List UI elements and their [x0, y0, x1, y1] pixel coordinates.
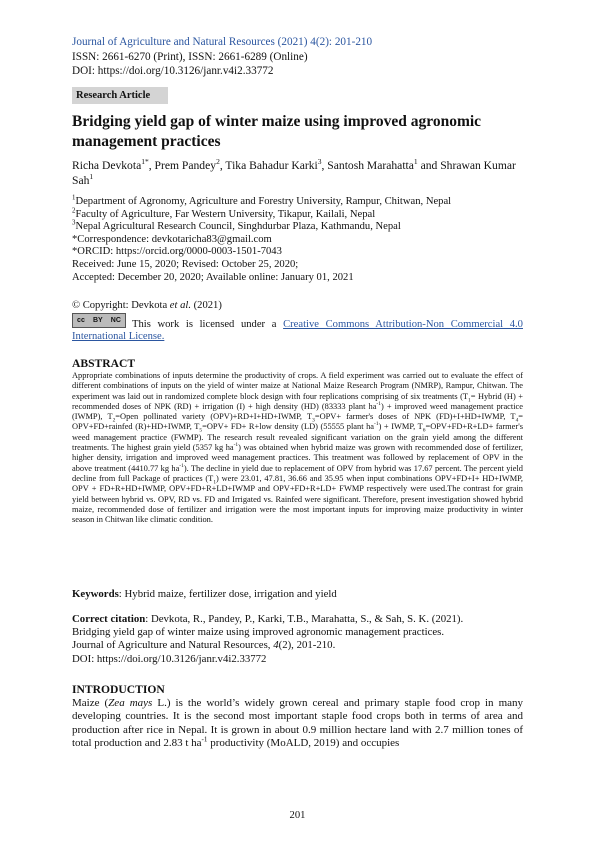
received-date: Received: June 15, 2020; Revised: October 25, 2020;: [72, 258, 299, 270]
author-name: and Shrawan Kumar Sah: [72, 159, 516, 187]
author-affil-mark: 3: [317, 157, 322, 167]
article-title: Bridging yield gap of winter maize using improved agronomic management practices: [72, 113, 482, 150]
copyright-line: © Copyright: Devkota et al. (2021): [72, 300, 222, 311]
author-name: , Tika Bahadur Karki: [219, 159, 318, 172]
correct-citation: Correct citation: Devkota, R., Pandey, P., Karki, T.B., Marahatta, S., & Sah, S. K. (2021). Bridging yield gap of winter maize using improved agronomic management practices. Journal of Agriculture and Natural Resources, 4(2), 201-210. DOI: https://doi.org/10.3126/janr.v4i2.33772: [72, 613, 523, 666]
keywords: Keywords: Hybrid maize, fertilizer dose, irrigation and yield: [72, 588, 337, 600]
citation-doi: DOI: https://doi.org/10.3126/janr.v4i2.33772: [72, 652, 267, 665]
license-text: This work is licensed under a Creative Commons Attribution-Non Commercial 4.0 International License.: [72, 319, 523, 342]
author-name: , Prem Pandey: [148, 159, 217, 172]
cc-icon: cc: [77, 317, 85, 324]
correspondence: *Correspondence: devkotaricha83@gmail.com: [72, 233, 272, 245]
author-affil-mark: 2: [216, 157, 220, 167]
introduction-heading: INTRODUCTION: [72, 683, 165, 696]
introduction-body: Maize (Zea mays L.) is the world’s widely grown cereal and primary staple food crop in many developing countries. It is the second most important staple food crops both in terms of area and production after rice in Nepal. It is grown in about 0.9 million hectare land with 2.7 million tones of total production and 2.83 t $ha^{-1}$ productivity (MoALD, 2019) and occupies: [72, 697, 524, 750]
author-affil-mark: 1: [413, 157, 418, 167]
author-name: , Santosh Marahatta: [321, 159, 414, 172]
orcid: *ORCID: https://orcid.org/0000-0003-1501-7043: [72, 246, 282, 258]
affiliation-item: $^1$Department of Agronomy, Agriculture and Forestry University, Rampur, Chitwan, Nepal: [72, 194, 452, 207]
doi-line: DOI: https://doi.org/10.3126/janr.v4i2.33772: [72, 65, 274, 77]
author-name: Richa Devkota: [72, 159, 142, 172]
page-number: 201: [289, 810, 306, 821]
by-icon: BY: [92, 317, 103, 324]
issn-line: ISSN: 2661-6270 (Print), ISSN: 2661-6289 (Online): [72, 51, 308, 63]
journal-line: Journal of Agriculture and Natural Resources (2021) 4(2): 201-210: [72, 36, 373, 48]
author-list: [72, 158, 523, 188]
affiliation-item: $^3$Nepal Agricultural Research Council, Singhdurbar Plaza, Kathmandu, Nepal: [72, 219, 401, 233]
abstract-body: Appropriate combinations of inputs determine the productivity of crops. A field experiment was carried out to evaluate the effect of different combinations of inputs on the yield of winter maize at National Maize Research Program (NMRP), Rampur, Chitwan. The experiment was laid out in randomized complete block design with four replications comprising of six treatments ($T_1=$ Hybrid (H) + recommended doses of NPK (RD) + irrigation (I) + high density (HD) (83333 plant $ha^{-1}$) + improved weed management practice (IWMP), $T_2=Open$ pollinated variety (OPV)+RD+I+HD+IWMP, $T_3=OPV+$ farmer's doses of NPK (FD)+I+HD+IWMP, $T_4=$ OPV+FD+rainfed (R)+HD+IWMP, $T_5=OPV+ FD+ R+low$ density (LD) (55555 plant $ha^{-1}$) + IWMP, $T_6=OPV+FD+R+LD+$ farmer's weed management practice (FWMP). The research result revealed significant variation on the grain yield among the different treatments. The highest grain yield (5357 kg $ha^{-1}$) was obtained when hybrid maize was grown with recommended dose of fertilizer, higher density, irrigation and improved weed management practices. This treatment was followed by replacement of OPV in the above treatment (4410.77 kg $ha^{-1}$). The decline in yield due to replacement of OPV from hybrid was 17.67 percent. The percent yield decline from full Package of practices $(T_1)$ were 23.01, 47.81, 36.66 and 35.95 when input combinations OPV+FD+I+ HD+IWMP, OPV + FD+R+HD+IWMP, OPV+FD+R+LD+IWMP and OPV+FD+R+LD+ FWMP respectively were used.The contrast for grain yield between hybrid vs. OPV, RD vs. FD and Irrigated vs. Rainfed were significant. Therefore, present investigation showed hybrid maize, recommended dose of fertilizer and irrigation were the most important inputs for improving maize productivity in winter season in Chitwan like climatic condition.: [72, 371, 524, 525]
abstract-heading: ABSTRACT: [72, 357, 136, 370]
affiliations: [72, 196, 523, 284]
accepted-date: Accepted: December 20, 2020; Available online: January 01, 2021: [72, 271, 354, 283]
license-link[interactable]: Creative Commons Attribution-Non Commercial 4.0 International License.: [72, 319, 523, 342]
nc-icon: NC: [110, 317, 121, 324]
author-affil-mark: 1*: [141, 157, 149, 167]
author-affil-mark: 1: [89, 172, 94, 182]
affiliation-item: $^2$Faculty of Agriculture, Far Western University, Tikapur, Kailali, Nepal: [72, 207, 376, 220]
article-type-badge: Research Article: [72, 87, 168, 104]
